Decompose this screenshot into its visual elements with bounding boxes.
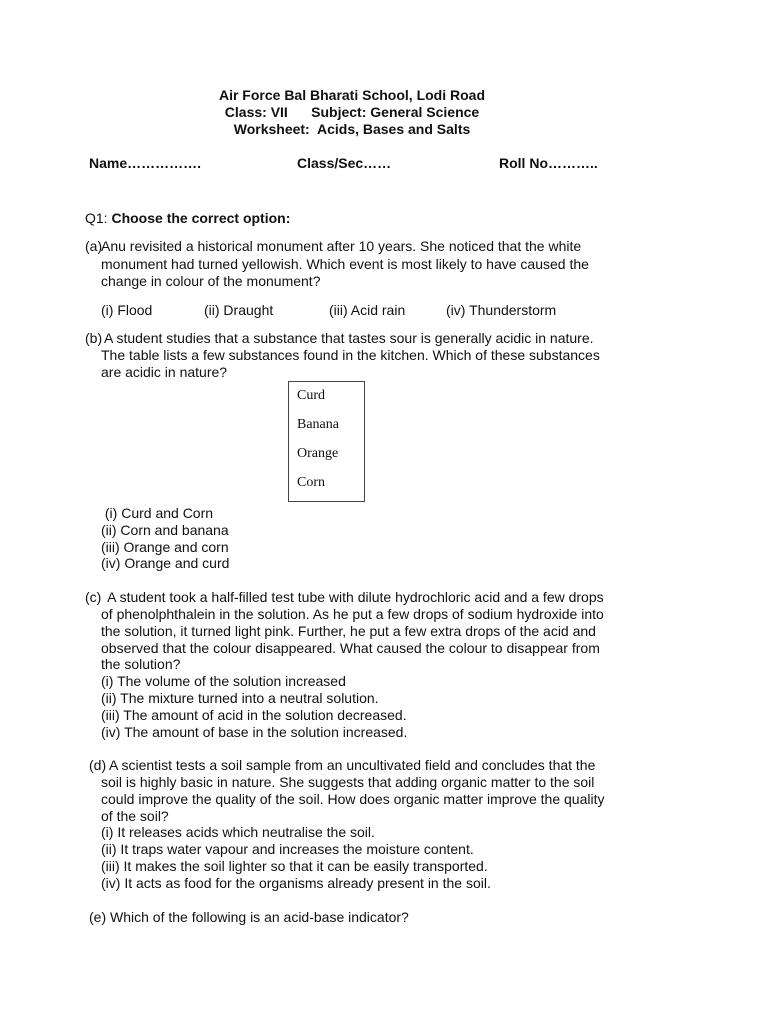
question-a-label: (a) (85, 238, 103, 254)
question-d-line: could improve the quality of the soil. How does organic matter improve the quality (101, 791, 605, 807)
question-a-line: monument had turned yellowish. Which event is most likely to have caused the (101, 256, 589, 272)
question-b-line: are acidic in nature? (101, 364, 228, 380)
question-d-line: of the soil? (101, 808, 169, 824)
option-c-ii: (ii) The mixture turned into a neutral solution. (101, 690, 379, 706)
substances-table (288, 381, 365, 502)
question-e-label: (e) (89, 909, 107, 925)
option-d-iv: (iv) It acts as food for the organisms already present in the soil. (101, 875, 491, 891)
question-d-line: A scientist tests a soil sample from an uncultivated field and concludes that the (109, 757, 596, 773)
question-c-label: (c) (85, 589, 102, 605)
roll-no-field: Roll No……….. (499, 155, 598, 171)
option-b-iv: (iv) Orange and curd (101, 555, 230, 571)
table-row: Curd (297, 388, 325, 403)
school-name: Air Force Bal Bharati School, Lodi Road (218, 87, 486, 103)
option-c-iv: (iv) The amount of base in the solution increased. (101, 724, 408, 740)
option-b-ii: (ii) Corn and banana (101, 522, 229, 538)
question-a-line: change in colour of the monument? (101, 273, 321, 289)
worksheet-title: Worksheet: Acids, Bases and Salts (233, 121, 471, 137)
question-c-line: the solution? (101, 656, 181, 672)
name-field: Name……………. (89, 155, 202, 171)
table-row: Banana (297, 417, 339, 432)
option-a-iii: (iii) Acid rain (329, 302, 406, 318)
option-d-ii: (ii) It traps water vapour and increases the moisture content. (101, 841, 474, 857)
option-c-iii: (iii) The amount of acid in the solution decreased. (101, 707, 407, 723)
question-e-text: Which of the following is an acid-base indicator? (110, 909, 409, 925)
question-b-label: (b) (85, 330, 103, 346)
option-b-iii: (iii) Orange and corn (101, 539, 229, 555)
question-c-line: the solution, it turned light pink. Further, he put a few extra drops of the acid and (101, 623, 596, 639)
class-sec-field: Class/Sec…… (297, 155, 392, 171)
class-subject: Class: VII Subject: General Science (224, 104, 480, 120)
option-d-i: (i) It releases acids which neutralise the soil. (101, 824, 375, 840)
question-b-line: The table lists a few substances found in the kitchen. Which of these substances (101, 347, 600, 363)
q1-heading (85, 210, 290, 227)
table-row: Orange (297, 446, 339, 461)
option-a-ii: (ii) Draught (204, 302, 274, 318)
question-c-line: of phenolphthalein in the solution. As he put a few drops of sodium hydroxide into (101, 606, 604, 622)
option-a-iv: (iv) Thunderstorm (446, 302, 557, 318)
q1-instruction: Choose the correct option: (111, 210, 291, 226)
table-row: Corn (297, 475, 325, 490)
question-b-line: A student studies that a substance that tastes sour is generally acidic in nature. (104, 330, 594, 346)
question-a-line: Anu revisited a historical monument after 10 years. She noticed that the white (101, 238, 582, 254)
question-c-line: observed that the colour disappeared. What caused the colour to disappear from (101, 640, 600, 656)
option-b-i: (i) Curd and Corn (101, 505, 214, 521)
option-c-i: (i) The volume of the solution increased (101, 673, 346, 689)
question-d-label: (d) (89, 757, 107, 773)
question-c-line: A student took a half-filled test tube with dilute hydrochloric acid and a few drops (104, 589, 604, 605)
option-d-iii: (iii) It makes the soil lighter so that it can be easily transported. (101, 858, 488, 874)
question-d-line: soil is highly basic in nature. She suggests that adding organic matter to the soil (101, 774, 595, 790)
q1-number: Q1: (85, 210, 108, 226)
option-a-i: (i) Flood (101, 302, 153, 318)
